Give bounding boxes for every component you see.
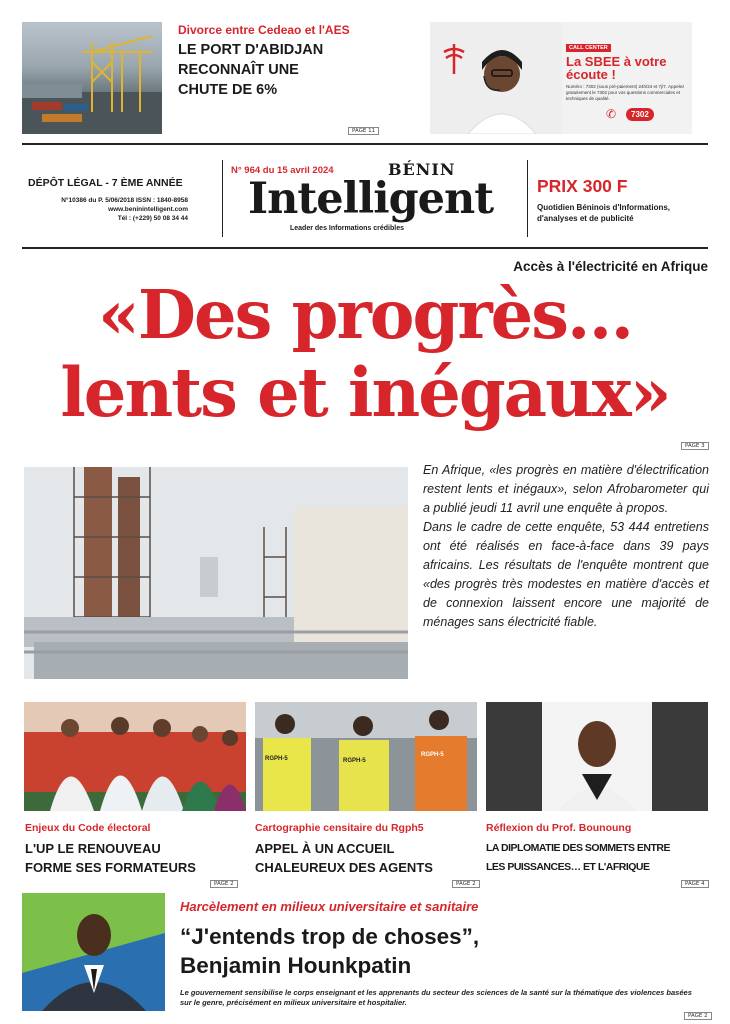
meeting-crowd-illustration [24,702,246,811]
bottom-story-kicker: Harcèlement en milieux universitaire et sanitaire [180,899,479,914]
story-title[interactable] [25,839,247,877]
top-story-title-line: LE PORT D'ABIDJAN [178,42,324,58]
power-plant-illustration [24,467,408,679]
top-story-title[interactable] [178,40,373,100]
main-headline[interactable] [22,276,708,432]
main-story-paragraph: Dans le cadre de cette enquête, 53 444 entretiens ont été réalisés en face-à-face dans 39 pays africains. Les résultats de l'enquête montrent que «des progrès très modestes en matière d'accès et de connexion laissent encore une majorité de ménages sans électricité fiable. [423,520,709,629]
story-title[interactable] [255,839,477,877]
up-meeting-photo [24,702,246,811]
bottom-story-title[interactable] [180,922,640,980]
benjamin-hounkpatin-photo [22,893,165,1011]
story-page-ref: PAGE 4 [681,880,709,888]
story-title-line: LES PUISSANCES… ET L'AFRIQUE [486,861,650,873]
story-title-line: CHALEUREUX DES AGENTS [255,860,433,875]
ad-headline-line: écoute ! [566,67,616,82]
port-photo [22,22,162,134]
ad-headline [566,55,686,81]
story-kicker: Enjeux du Code électoral [25,822,151,834]
main-headline-line: «Des progrès… [98,275,632,354]
rgph5-agents-photo [255,702,477,811]
story-title-line: FORME SES FORMATEURS [25,860,196,875]
top-story-title-line: RECONNAÎT UNE [178,62,299,78]
story-page-ref: PAGE 2 [210,880,238,888]
phone-line: Tél : (+229) 50 08 34 44 [117,215,188,222]
bottom-story-title-line: Benjamin Hounkpatin [180,953,412,978]
top-story-kicker: Divorce entre Cedeao et l'AES [178,23,350,37]
power-plant-photo [24,467,408,679]
price: PRIX 300 F [537,176,628,196]
story-title-line: L'UP LE RENOUVEAU [25,841,161,856]
website-link[interactable]: www.beninintelligent.com [108,206,188,213]
story-page-ref: PAGE 2 [452,880,480,888]
phone-icon: ✆ [606,107,617,121]
newspaper-description [537,202,707,224]
main-story-kicker: Accès à l'électricité en Afrique [513,259,708,274]
registration-info [28,196,188,223]
main-story-body [423,461,709,632]
portrait-illustration [22,893,165,1011]
main-headline-line: lents et inégaux» [60,353,670,432]
port-crane-illustration [22,22,162,134]
ad-phone-number: 7302 [626,108,654,121]
masthead-divider [222,160,223,237]
story-title-line: APPEL À UN ACCUEIL [255,841,395,856]
ad-headline-line: La SBEE à votre [566,54,667,69]
masthead-divider [527,160,528,237]
call-center-badge: CALL CENTER [566,44,611,52]
registration-line: N°10386 du P. 5/06/2018 ISSN : 1840-8958 [61,197,188,204]
call-center-agent-illustration [430,22,562,134]
description-line: Quotidien Béninois d'Informations, [537,203,671,212]
issue-number: N° 964 du 15 avril 2024 [231,165,334,176]
story-title-line: LA DIPLOMATIE DES SOMMETS ENTRE [486,842,671,854]
top-story-title-line: CHUTE DE 6% [178,82,278,98]
vest-label: RGPH-5 [421,752,444,758]
story-title[interactable] [486,839,708,877]
masthead-top-rule [22,143,708,145]
bottom-story-title-line: “J'entends trop de choses”, [180,924,480,949]
top-story-page-ref: PAGE 11 [348,127,379,135]
legal-deposit: DÉPÔT LÉGAL - 7 ÈME ANNÉE [28,177,183,189]
masthead-bottom-rule [22,247,708,249]
bottom-story-page-ref: PAGE 2 [684,1012,712,1020]
story-kicker: Réflexion du Prof. Bounoung [486,822,632,834]
description-line: d'analyses et de publicité [537,214,634,223]
vest-label: RGPH-5 [265,756,288,762]
main-story-page-ref: PAGE 3 [681,442,709,450]
main-story-paragraph: En Afrique, «les progrès en matière d'électrification restent lents et inégaux», selon Afrobarometer qui a publié jeudi 11 avril une enquête à propos. [423,463,709,515]
vest-label: RGPH-5 [343,758,366,764]
story-kicker: Cartographie censitaire du Rgph5 [255,822,424,834]
portrait-illustration [486,702,708,811]
sbee-advertisement[interactable] [430,22,692,134]
brand-tagline: Leader des Informations crédibles [290,225,404,232]
newspaper-logo[interactable]: Intelligent [248,174,494,224]
prof-bounoung-photo [486,702,708,811]
bottom-story-lead: Le gouvernement sensibilise le corps enseignant et les apprenants du secteur des sciences de la santé sur la thématique des violences basées sur le genre, précisément en milieux universitaire et hospitalier. [180,988,692,1007]
ad-small-print: Numéro : 7302 (sous pré-paiement) 24h/24 et 7j/7. Appelez gratuitement le 7302 pour vos questions commerciales et techniques de qualité. [566,84,685,101]
brand-country: BÉNIN [388,160,456,179]
